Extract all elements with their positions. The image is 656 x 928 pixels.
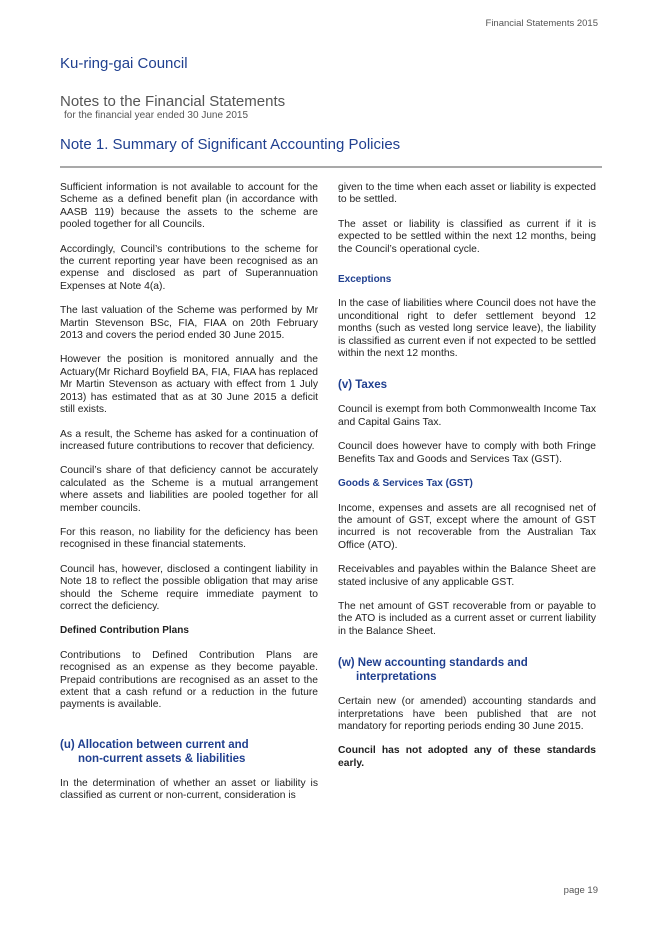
spacer (60, 724, 318, 738)
heading-line: (w) New accounting standards and (338, 657, 528, 670)
heading-defined-contribution-plans: Defined Contribution Plans (60, 625, 189, 637)
paragraph: Accordingly, Council’s contributions to the scheme for the current reporting year have been recognised as an expense and disclosed as part of Superannuation Expenses at Note 4(a). (60, 243, 318, 292)
page-number: page 19 (563, 885, 598, 896)
paragraph: Receivables and payables within the Balance Sheet are stated inclusive of any applicable GST. (338, 564, 596, 588)
heading-line: non-current assets & liabilities (78, 752, 246, 765)
paragraph: Income, expenses and assets are all recognised net of the amount of GST, except where the amount of GST incurred is not recoverable from the Australian Tax Office (ATO). (338, 502, 596, 551)
organisation-name: Ku-ring-gai Council (60, 55, 188, 72)
paragraph: Council does however have to comply with both Fringe Benefits Tax and Goods and Services Tax (GST). (338, 441, 596, 465)
note-title: Note 1. Summary of Significant Accounting Policies (60, 136, 401, 153)
paragraph: Sufficient information is not available to account for the Scheme as a defined benefit plan (in accordance with AASB 119) because the assets to the scheme are pooled together for all Councils. (60, 182, 318, 231)
paragraph: The last valuation of the Scheme was performed by Mr Martin Stevenson BSc, FIA, FIAA on 20th February 2013 and covers the period ended 30 June 2015. (60, 305, 318, 342)
paragraph: Council’s share of that deficiency cannot be accurately calculated as the Scheme is a mutual arrangement where assets and liabilities are pooled together for all member councils. (60, 465, 318, 514)
heading-exceptions: Exceptions (338, 274, 392, 286)
heading-line: interpretations (356, 671, 437, 684)
notes-title: Notes to the Financial Statements (60, 93, 286, 110)
paragraph: Contributions to Defined Contribution Plans are recognised as an expense as they become payable. Prepaid contributions are recognised as an asset to the extent that a cash refund or a reduction in the future payments is available. (60, 649, 318, 711)
report-title: Financial Statements 2015 (485, 18, 598, 29)
right-column (338, 182, 596, 782)
paragraph: In the determination of whether an asset or liability is classified as current or non-current, consideration is (60, 777, 318, 802)
paragraph: However the position is monitored annually and the Actuary(Mr Richard Boyfield BA, FIA, FIAA has replaced Mr Martin Stevenson as actuary with effect from 1 July 2013) has estimated that as at 30 June 2015 a deficit still exists. (60, 354, 318, 416)
paragraph: The net amount of GST recoverable from or payable to the ATO is included as a current asset or current liability in the Balance Sheet. (338, 600, 596, 637)
paragraph-emphasis: Council has not adopted any of these standards early. (338, 745, 596, 769)
heading-line: (u) Allocation between current and (60, 738, 249, 751)
heading-section-v: (v) Taxes (338, 379, 388, 392)
paragraph: The asset or liability is classified as current if it is expected to be settled within the next 12 months, being the Council’s operational cycle. (338, 218, 596, 255)
header-divider (60, 166, 602, 168)
heading-section-w (338, 656, 596, 684)
heading-section-u (60, 738, 318, 766)
paragraph: given to the time when each asset or liability is expected to be settled. (338, 182, 596, 206)
paragraph: In the case of liabilities where Council does not have the unconditional right to defer settlement beyond 12 months (such as vested long service leave), the liability is classified as current even if not expected to be settled within the next 12 months. (338, 298, 596, 360)
paragraph: Certain new (or amended) accounting standards and interpretations have been published that are not mandatory for reporting periods ending 30 June 2015. (338, 696, 596, 732)
paragraph: For this reason, no liability for the deficiency has been recognised in these financial statements. (60, 526, 318, 551)
heading-gst: Goods & Services Tax (GST) (338, 478, 473, 490)
paragraph: As a result, the Scheme has asked for a continuation of increased future contributions to recover that deficiency. (60, 428, 318, 452)
paragraph: Council has, however, disclosed a contingent liability in Note 18 to reflect the possible obligation that may arise should the Scheme require immediate payment to correct the deficiency. (60, 563, 318, 612)
left-column (60, 182, 318, 815)
paragraph: Council is exempt from both Commonwealth Income Tax and Capital Gains Tax. (338, 404, 596, 428)
notes-subtitle: for the financial year ended 30 June 2015 (64, 110, 249, 121)
